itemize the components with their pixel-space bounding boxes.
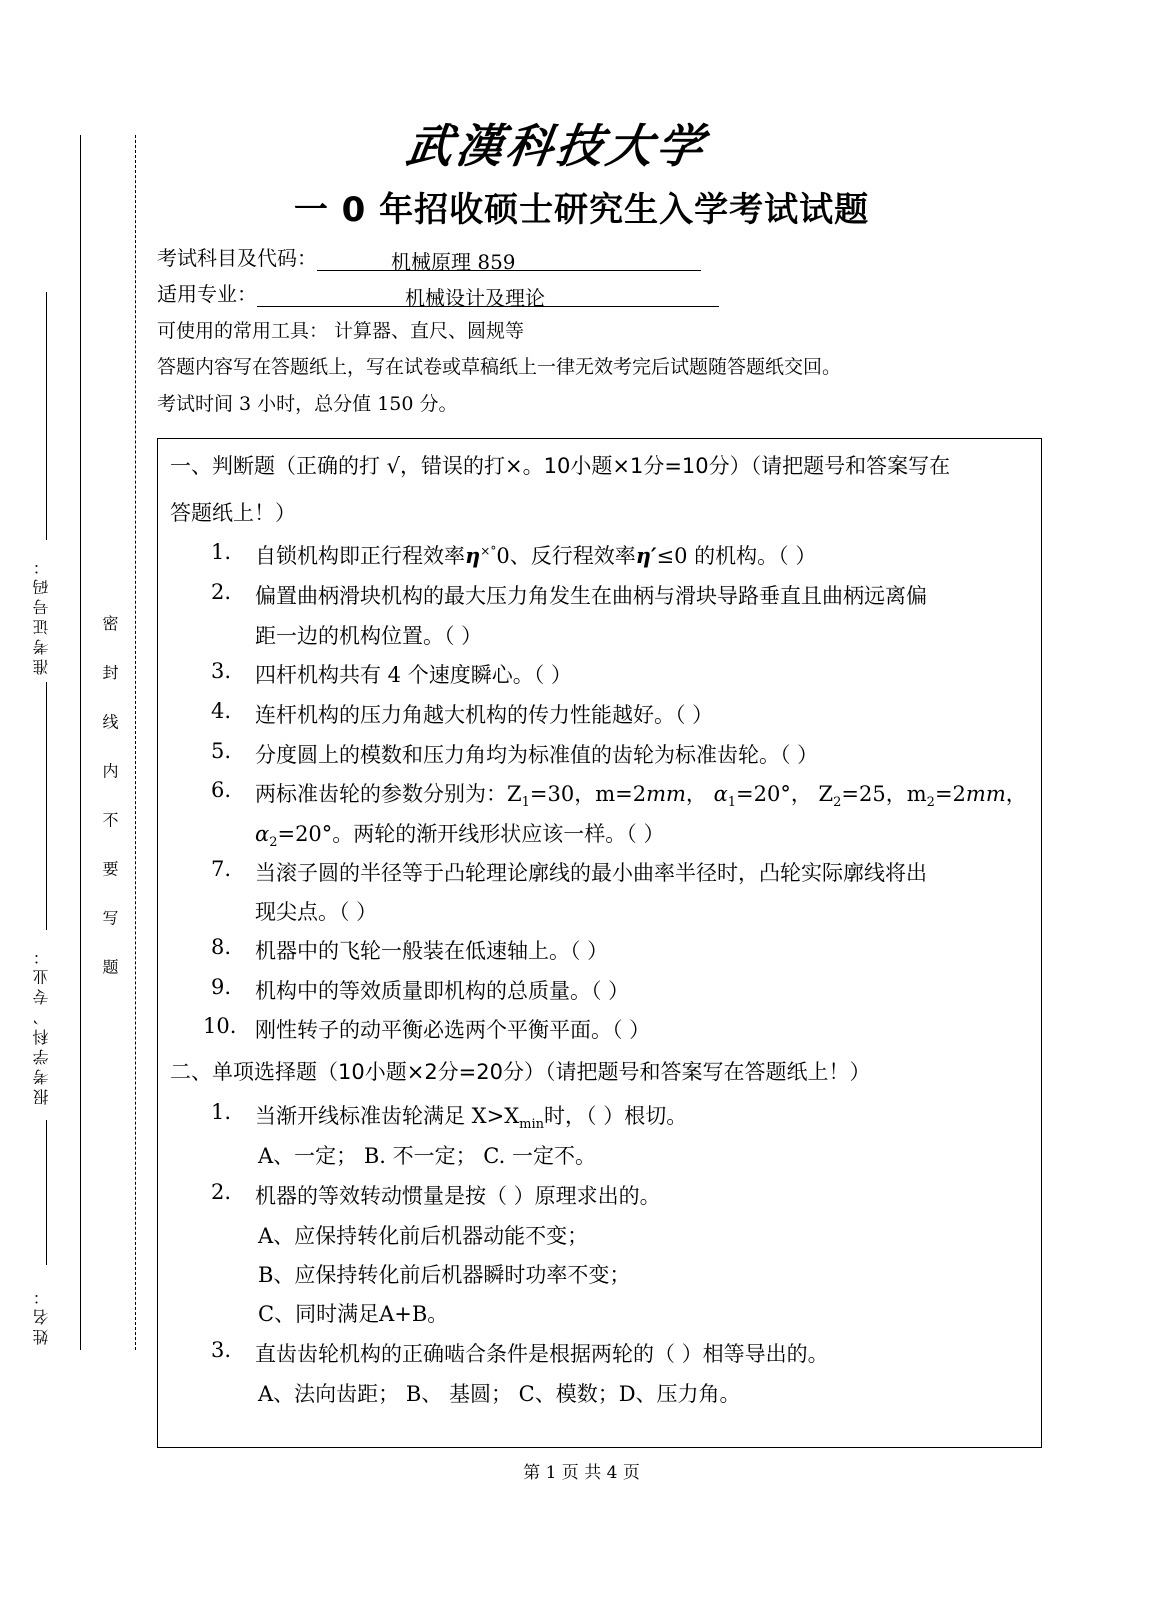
gt-symbol: ×° (480, 544, 497, 558)
section1-heading-cont: 答题纸上！） (170, 501, 296, 525)
question-number: 9. (211, 975, 232, 999)
subscript: 2 (269, 835, 278, 851)
question-number: 8. (211, 935, 232, 959)
seal-dashed-line (135, 135, 136, 1350)
major-line (157, 278, 719, 310)
subscript: min (519, 1117, 545, 1133)
binding-border-line (80, 135, 81, 1350)
q1-text-b: 0、反行程效率 (496, 544, 636, 568)
question-number: 1. (211, 540, 232, 564)
alpha-symbol: α (255, 822, 270, 846)
subscript: 2 (833, 795, 842, 811)
unit-mm: mm (965, 782, 1006, 806)
exam-title: 一 0 年招收硕士研究生入学考试试题 (293, 190, 870, 230)
q6-text-b: =30，m=2 (529, 782, 647, 806)
q6-text-c: =20°， Z (736, 782, 834, 806)
subject-label: 考试科目及代码： (157, 246, 317, 270)
name-label: 姓名： (32, 1285, 51, 1345)
answer-option-c: C、同时满足A+B。 (258, 1302, 449, 1326)
question-number: 3. (211, 659, 232, 683)
q1-text-a: 自锁机构即正行程效率 (255, 544, 465, 568)
comma: ， (1005, 782, 1027, 806)
question-text: 偏置曲柄滑块机构的最大压力角发生在曲柄与滑块导路垂直且曲柄远离偏 (255, 584, 927, 608)
q6-text-f: =20°。两轮的渐开线形状应该一样。（ ） (277, 822, 665, 846)
answer-option-b: B、应保持转化前后机器瞬时功率不变； (258, 1263, 631, 1287)
question-number: 4. (211, 699, 232, 723)
question-number: 5. (211, 739, 232, 763)
subject-value-field (317, 246, 701, 274)
question-number: 7. (211, 857, 232, 881)
question-text: 四杆机构共有 4 个速度瞬心。（ ） (255, 663, 572, 687)
major-value-field (257, 282, 719, 310)
tools-line: 可使用的常用工具： 计算器、直尺、圆规等 (157, 320, 525, 342)
question-text: 当滚子圆的半径等于凸轮理论廓线的最小曲率半径时，凸轮实际廓线将出 (255, 861, 927, 885)
exam-number-field[interactable] (46, 292, 47, 540)
section1-heading: 一、判断题（正确的打 √，错误的打×。10小题×1分=10分）（请把题号和答案写在 (170, 454, 951, 478)
section2-heading: 二、单项选择题（10小题×2分=20分）（请把题号和答案写在答题纸上！） (170, 1060, 871, 1084)
question-number: 2. (211, 1180, 232, 1204)
question-text: 分度圆上的模数和压力角均为标准值的齿轮为标准齿轮。（ ） (255, 743, 819, 767)
major-field[interactable] (46, 682, 47, 930)
exam-number-label: 准考证号码： (32, 555, 51, 675)
subject-line (157, 242, 701, 274)
eta-prime-symbol: η′ (635, 543, 657, 568)
name-field[interactable] (46, 1120, 47, 1265)
q6-text-d: =25，m (841, 782, 927, 806)
question-text: 机器中的飞轮一般装在低速轴上。（ ） (255, 939, 609, 963)
subscript: 2 (926, 795, 935, 811)
question-number: 3. (211, 1338, 232, 1362)
question-text (255, 1100, 687, 1132)
question-text (255, 540, 816, 570)
question-text-cont: 现尖点。（ ） (255, 900, 378, 924)
s2q1-text-b: 时，（ ）根切。 (544, 1104, 688, 1128)
question-number: 2. (211, 580, 232, 604)
answer-options: A、法向齿距； B、 基圆； C、模数；D、压力角。 (258, 1382, 741, 1406)
major-label: 报考学科、专业： (32, 945, 51, 1105)
subject-value: 机械原理 859 (391, 250, 516, 274)
question-text: 直齿齿轮机构的正确啮合条件是根据两轮的（ ）相等导出的。 (255, 1342, 829, 1366)
seal-notice: 密 封 线 内 不 要 写 题 (100, 615, 119, 989)
question-text: 机构中的等效质量即机构的总质量。（ ） (255, 979, 630, 1003)
subscript: 1 (521, 795, 530, 811)
question-number: 1. (211, 1100, 232, 1124)
alpha-symbol: α (713, 782, 728, 806)
subscript: 1 (727, 795, 737, 811)
exam-time: 考试时间 3 小时，总分值 150 分。 (157, 393, 458, 415)
question-number: 10. (203, 1014, 237, 1038)
question-text: 机器的等效转动惯量是按（ ）原理求出的。 (255, 1184, 661, 1208)
question-text (255, 778, 1027, 810)
applicable-major-label: 适用专业： (157, 282, 257, 306)
question-text: 刚性转子的动平衡必选两个平衡平面。（ ） (255, 1018, 651, 1042)
major-value: 机械设计及理论 (405, 286, 545, 310)
answer-options: A、一定； B. 不一定； C. 一定不。 (258, 1144, 596, 1168)
university-logo: 武漢科技大学 (402, 119, 711, 173)
spacer: ， (685, 782, 714, 806)
question-text-cont (255, 818, 664, 850)
question-number: 6. (211, 778, 232, 802)
eta-symbol: η (465, 543, 481, 568)
page-footer: 第 1 页 共 4 页 (523, 1463, 640, 1483)
s2q1-text-a: 当渐开线标准齿轮满足 X>X (255, 1104, 520, 1128)
q6-text-e: =2 (934, 782, 966, 806)
q1-text-c: ≤0 的机构。（ ） (656, 544, 817, 568)
q6-text-a: 两标准齿轮的参数分别为：Z (255, 782, 522, 806)
unit-mm: mm (646, 782, 686, 806)
question-text: 连杆机构的压力角越大机构的传力性能越好。（ ） (255, 703, 714, 727)
answer-option-a: A、应保持转化前后机器动能不变； (258, 1224, 589, 1248)
question-text-cont: 距一边的机构位置。（ ） (255, 624, 483, 648)
answer-notice: 答题内容写在答题纸上，写在试卷或草稿纸上一律无效考完后试题随答题纸交回。 (157, 356, 842, 378)
